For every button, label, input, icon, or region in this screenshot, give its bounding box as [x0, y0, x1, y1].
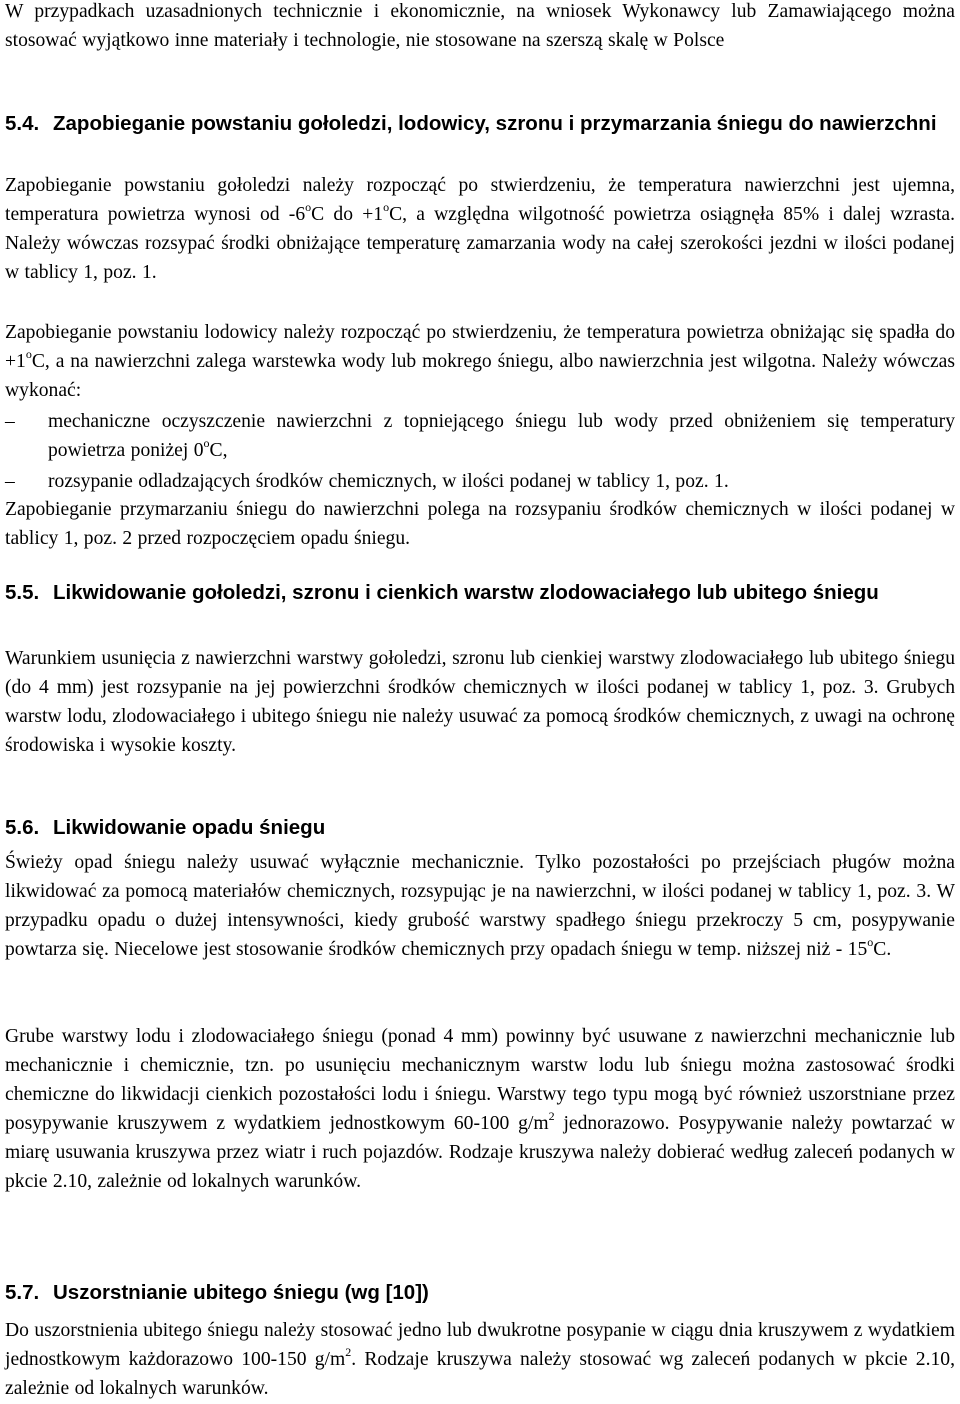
list-item: – mechaniczne oczyszczenie nawierzchni z topniejącego śniegu lub wody przed obniżeniem się temperatury powietrza poniżej 0$^o$C, [5, 407, 955, 465]
paragraph-uszorstnianie: Do uszorstnienia ubitego śniegu należy stosować jedno lub dwukrotne posypanie w ciągu dnia kruszywem z wydatkiem jednostkowym każdorazowo 100-150 $g/m^2$. Rodzaje kruszywa należy stosować wg zaleceń podanych w pkcie 2.10, zależnie od lokalnych warunków. [5, 1320, 955, 1399]
section-number: 5.4. [5, 112, 40, 135]
paragraph-golodz: Zapobieganie powstaniu gołoledzi należy rozpocząć po stwierdzeniu, że temperatura nawierzchni jest ujemna, temperatura powietrza wynosi od -6$^o$C do $+1^oC$, a względna wilgotność powietrza osiągnęła 85% i dalej wzrasta. Należy wówczas rozsypać środki obniżające temperaturę zamarzania wody na całej szerokości jezdni w ilości podanej w tablicy 1, poz. 1. [5, 175, 955, 283]
section-heading-5-6 [5, 813, 955, 842]
section-title: Zapobieganie powstaniu gołoledzi, lodowicy, szronu i przymarzania śniegu do nawierzchni [53, 112, 937, 135]
paragraph-grube-warstwy: Grube warstwy lodu i zlodowaciałego śniegu (ponad 4 mm) powinny być usuwane z nawierzchni mechanicznie lub mechanicznie i chemicznie, tzn. po usunięciu mechanicznym warstw lodu lub śniegu można zastosować środki chemiczne do likwidacji cienkich pozostałości lodu i śniegu. Warstwy tego typu mogą być również uszorstniane przez posypywanie kruszywem z wydatkiem jednostkowym 60-100 $g/m^2$ jednorazowo. Posypywanie należy powtarzać w miarę usuwania kruszywa przez wiatr i ruch pojazdów. Rodzaje kruszywa należy dobierać według zaleceń podanych w pkcie 2.10, zależnie od lokalnych warunków. [5, 1026, 955, 1192]
section-heading-5-5 [5, 578, 955, 607]
section-title: Uszorstnianie ubitego śniegu (wg [10]) [53, 1281, 429, 1304]
dash-bullet: – [5, 411, 15, 432]
dash-bullet: – [5, 471, 15, 492]
section-title: Likwidowanie gołoledzi, szronu i cienkich warstw zlodowaciałego lub ubitego śniegu [53, 581, 879, 604]
paragraph-lodowica: Zapobieganie powstaniu lodowicy należy rozpocząć po stwierdzeniu, że temperatura powietrza obniżając się spadła do $+1^oC$, a na nawierzchni zalega warstewka wody lub mokrego śniegu, albo nawierzchnia jest wilgotna. Należy wówczas wykonać: [5, 322, 955, 401]
section-number: 5.5. [5, 581, 40, 604]
intro-paragraph: W przypadkach uzasadnionych technicznie i ekonomicznie, na wniosek Wykonawcy lub Zamawiającego można stosować wyjątkowo inne materiały i technologie, nie stosowane na szerszą skalę w Polsce [5, 1, 955, 51]
list-item: – rozsypanie odladzających środków chemicznych, w ilości podanej w tablicy 1, poz. 1. [5, 467, 955, 496]
section-number: 5.6. [5, 816, 40, 839]
section-heading-5-7 [5, 1278, 955, 1307]
paragraph-opad-sniegu: Świeży opad śniegu należy usuwać wyłącznie mechanicznie. Tylko pozostałości po przejściach pługów można likwidować za pomocą materiałów chemicznych, rozsypując je na nawierzchni, w ilości podanej w tablicy 1, poz. 3. W przypadku opadu o dużej intensywności, kiedy grubość warstwy spadłego śniegu przekroczy 5 cm, posypywanie powtarza się. Niecelowe jest stosowanie środków chemicznych przy opadach śniegu w temp. niższej niż - 15$^o$C. [5, 852, 955, 960]
section-heading-5-4 [5, 109, 955, 138]
section-title: Likwidowanie opadu śniegu [53, 816, 326, 839]
paragraph-likwidowanie-golodzi: Warunkiem usunięcia z nawierzchni warstwy gołoledzi, szronu lub cienkiej warstwy zlodowaciałego lub ubitego śniegu (do 4 mm) jest rozsypanie na jej powierzchni środków chemicznych w ilości podanej w tablicy 1, poz. 3. Grubych warstw lodu, zlodowaciałego i ubitego śniegu nie należy usuwać za pomocą środków chemicznych, z uwagi na ochronę środowiska i wysokie koszty. [5, 648, 955, 756]
section-number: 5.7. [5, 1281, 40, 1304]
paragraph-przymarzanie: Zapobieganie przymarzaniu śniegu do nawierzchni polega na rozsypaniu środków chemicznych w ilości podanej w tablicy 1, poz. 2 przed rozpoczęciem opadu śniegu. [5, 499, 955, 549]
